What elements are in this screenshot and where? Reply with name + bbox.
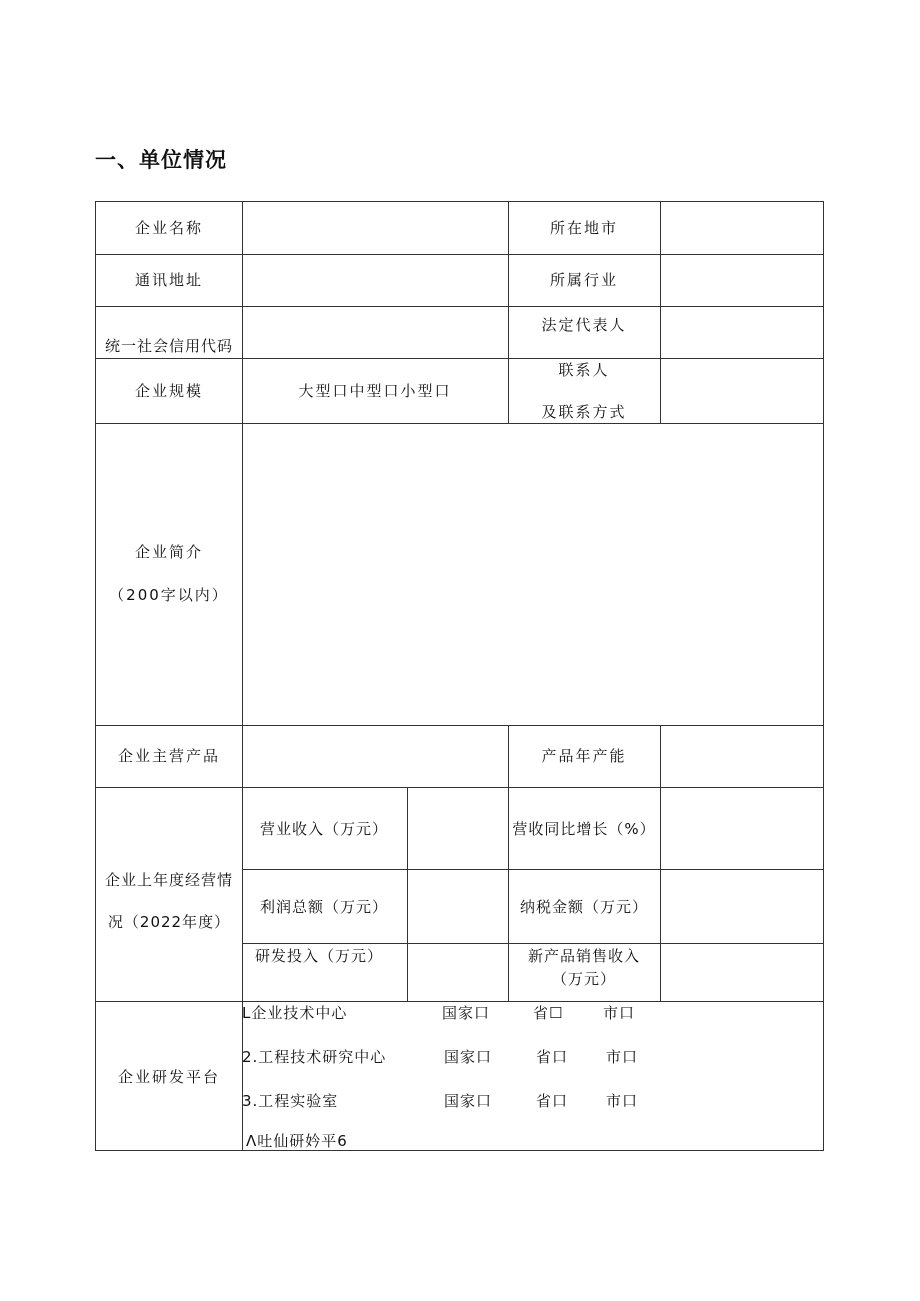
new-product-sales-line1: 新产品销售收入 [527,947,641,965]
section-title: 一、单位情况 [95,148,227,172]
city-label: 所在地市 [549,219,619,237]
column-divider [508,202,509,423]
tax-label: 纳税金额（万元） [519,898,649,916]
company-name-label: 企业名称 [134,219,204,237]
platform-name: L企业技术中心 [242,1004,348,1022]
column-divider [508,787,509,1001]
profit-label: 利润总额（万元） [259,898,389,916]
contact-label-line2: 及联系方式 [541,403,627,421]
new-product-sales-field[interactable] [661,944,823,1001]
scale-label: 企业规模 [134,382,204,400]
main-products-field[interactable] [243,726,508,787]
platform-province-checkbox[interactable]: 省口 [536,1048,569,1066]
platform-national-checkbox[interactable]: 国家口 [442,1004,491,1022]
city-field[interactable] [661,202,823,254]
platform-name: Λ吐仙研妗平6 [246,1132,348,1150]
revenue-growth-label: 营收同比增长（%） [512,820,656,838]
profit-field[interactable] [408,870,508,943]
platform-province-checkbox[interactable]: 省☐ [533,1004,564,1022]
intro-field[interactable] [243,424,823,725]
credit-code-label: 统一社会信用代码 [104,337,234,355]
legal-rep-label: 法定代表人 [541,316,627,334]
tax-field[interactable] [661,870,823,943]
rd-input-field[interactable] [408,944,508,1001]
platform-name: 3.工程实验室 [242,1092,339,1110]
new-product-sales-line2: （万元） [551,970,617,988]
address-label: 通讯地址 [134,271,204,289]
scale-options[interactable]: 大型口中型口小型口 [298,382,452,400]
row-divider [96,1001,823,1002]
main-products-label: 企业主营产品 [117,747,221,765]
enterprise-info-form [95,201,824,1151]
platform-name: 2.工程技术研究中心 [242,1048,387,1066]
rd-platform-label: 企业研发平台 [117,1068,221,1086]
platform-city-checkbox[interactable]: 市口 [606,1048,639,1066]
capacity-field[interactable] [661,726,823,787]
platform-national-checkbox[interactable]: 国家口 [444,1048,493,1066]
operations-label-line1: 企业上年度经营情 [104,871,234,889]
operations-label-line2: 况（2022年度） [107,913,231,931]
column-divider [508,725,509,787]
credit-code-field[interactable] [243,307,508,358]
intro-label-line2: （200字以内） [109,586,229,604]
revenue-label: 营业收入（万元） [259,820,389,838]
legal-rep-field[interactable] [661,307,823,358]
company-name-field[interactable] [243,202,508,254]
platform-city-checkbox[interactable]: 市口 [606,1092,639,1110]
revenue-growth-field[interactable] [661,788,823,869]
platform-city-checkbox[interactable]: 市口 [603,1004,636,1022]
industry-field[interactable] [661,255,823,306]
address-field[interactable] [243,255,508,306]
revenue-field[interactable] [408,788,508,869]
contact-field[interactable] [661,359,823,423]
capacity-label: 产品年产能 [541,747,627,765]
industry-label: 所属行业 [549,271,619,289]
rd-input-label: 研发投入（万元） [254,947,384,965]
platform-province-checkbox[interactable]: 省口 [536,1092,569,1110]
platform-national-checkbox[interactable]: 国家口 [444,1092,493,1110]
contact-label-line1: 联系人 [558,361,610,379]
intro-label-line1: 企业简介 [134,543,204,561]
